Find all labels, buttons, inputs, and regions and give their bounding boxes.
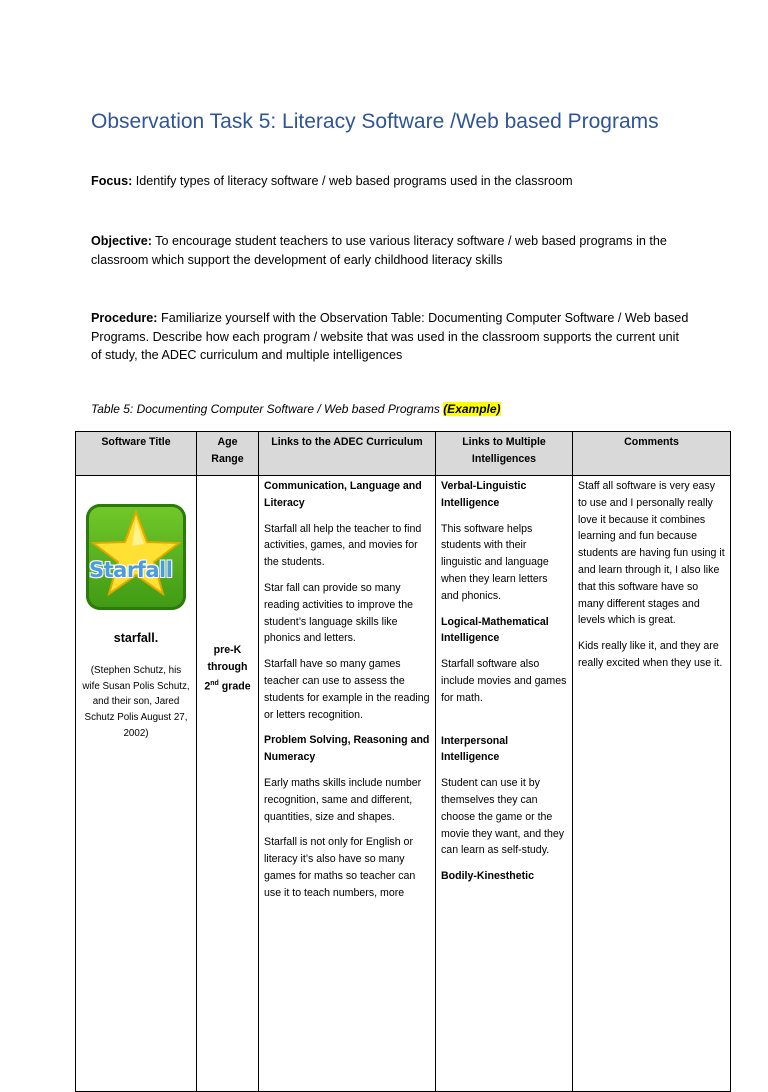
software-name: starfall. [113,631,159,645]
intelligence-text: This software helps students with their linguistic and language when they learn letters and phonics. [441,522,549,602]
intelligence-heading: Interpersonal Intelligence [441,734,509,764]
intelligence-text: Student can use it by themselves they can choose the game or the movie they want, and they can learn as self-study. [441,777,565,857]
software-authors: (Stephen Schutz, his wife Susan Polis Schutz, and their son, Jared Schutz Polis August 27, 2002) [82,664,190,739]
focus-label: Focus: [91,174,133,188]
logo-wordmark: Starfall [89,558,173,582]
objective-text: To encourage student teachers to use various literacy software / web based programs in the classroom which support the development of early childhood literacy skills [91,234,667,267]
starfall-logo [86,504,186,610]
comment-paragraph: Staff all software is very easy to use and I personally really love it because it combines learning and fun because students are having fun using it and learn through it, I also like that this software have so many different stages and levels which is great. [578,480,725,627]
intelligence-heading: Logical-Mathematical Intelligence [441,615,549,645]
adec-heading-2: Problem Solving, Reasoning and Numeracy [264,734,430,764]
table-header-row [76,432,731,476]
software-cell [76,476,197,1092]
caption-text: Table 5: Documenting Computer Software / Web based Programs [91,402,444,416]
intelligence-text: Starfall software also include movies and games for math. [441,658,567,704]
age-range-cell [197,476,259,1092]
age-pre: pre-K [213,644,242,656]
procedure-text: Familiarize yourself with the Observation Table: Documenting Computer Software / Web based Programs. Describe how each program / website that was used in the classroom supports the current unit of study, the ADEC curriculum and multiple intelligences [91,311,689,362]
observation-table [75,431,731,1092]
adec-paragraph: Star fall can provide so many reading activities to improve the student’s language skills like phonics and letters. [264,581,413,645]
header-software-title: Software Title [76,432,197,476]
comments-cell [573,476,731,1092]
objective-label: Objective: [91,234,152,248]
caption-highlight: (Example) [443,402,501,416]
adec-cell [259,476,436,1092]
intelligences-cell [436,476,573,1092]
adec-heading-1: Communication, Language and Literacy [264,480,422,509]
focus-text: Identify types of literacy software / web based programs used in the classroom [132,174,573,188]
header-age-range: Age Range [197,432,259,476]
table-row [76,476,731,1092]
adec-paragraph: Starfall all help the teacher to find activities, games, and movies for the students. [264,522,422,569]
procedure-paragraph [91,309,691,365]
adec-paragraph: Early maths skills include number recognition, same and different, quantities, size and shapes. [264,776,422,823]
adec-paragraph: Starfall have so many games teacher can use to assess the students for example in the reading or letters recognition. [264,658,430,721]
age-grade: 2nd grade [204,679,251,693]
adec-paragraph: Starfall is not only for English or literacy it’s also have so many games for maths so teacher can use it to teach numbers, more [264,836,416,899]
header-adec-curriculum: Links to the ADEC Curriculum [259,432,436,476]
objective-paragraph [91,232,691,269]
age-through: through [207,660,248,673]
star-icon [86,504,186,610]
procedure-label: Procedure: [91,311,158,325]
intelligence-heading: Verbal-Linguistic Intelligence [441,480,527,509]
table-caption [91,402,501,416]
comment-paragraph: Kids really like it, and they are really excited when they use it. [578,640,723,669]
focus-paragraph [91,172,691,191]
header-comments: Comments [573,432,731,476]
intelligence-heading: Bodily-Kinesthetic [441,870,535,883]
header-multiple-intelligences: Links to Multiple Intelligences [436,432,573,476]
page-title: Observation Task 5: Literacy Software /Web based Programs [91,110,659,133]
